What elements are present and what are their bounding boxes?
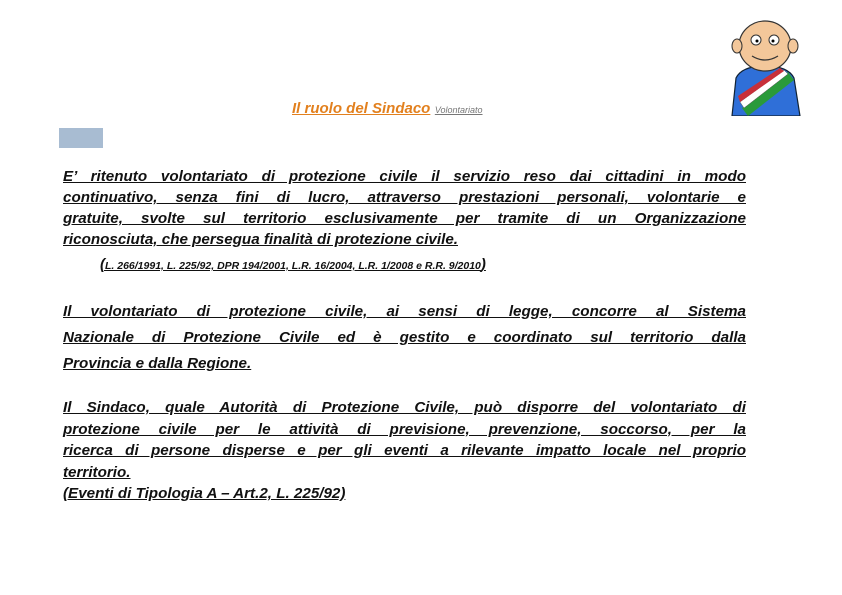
reference-text: L. 266/1991, L. 225/92, DPR 194/2001, L.R. 16/2004, L.R. 1/2008 e R.R. 9/2010 [105, 260, 481, 272]
text-line: E’ ritenuto volontariato di protezione civile il servizio reso dai cittadini in modo [63, 168, 746, 185]
title-main: Il ruolo del Sindaco [292, 100, 431, 117]
slide-title [292, 100, 483, 118]
decorative-box [59, 128, 103, 148]
mayor-cartoon-icon [722, 16, 808, 116]
paragraph-definition [63, 166, 746, 250]
text-line: Il Sindaco, quale Autorità di Protezione Civile, può disporre del volontariato di [63, 399, 746, 416]
footnote: (Eventi di Tipologia A – Art.2, L. 225/92) [63, 485, 346, 502]
text-line: Il volontariato di protezione civile, ai sensi di legge, concorre al Sistema [63, 303, 746, 320]
text-line: riconosciuta, che persegua finalità di protezione civile. [63, 231, 458, 248]
text-line: gratuite, svolte sul territorio esclusivamente per tramite di un Organizzazione [63, 210, 746, 227]
text-line: ricerca di persone disperse e per gli eventi a rilevante impatto locale nel proprio [63, 442, 746, 459]
text-line: protezione civile per le attività di previsione, prevenzione, soccorso, per la [63, 420, 746, 438]
text-line: Provincia e dalla Regione. [63, 355, 252, 372]
title-sub: Volontariato [434, 105, 483, 115]
paragraph-system [63, 299, 746, 377]
text-line: territorio. [63, 463, 131, 481]
paragraph-mayor [63, 397, 746, 483]
legal-reference [100, 256, 486, 273]
paren-close: ) [480, 256, 486, 273]
text-line: Nazionale di Protezione Civile ed è gestito e coordinato sul territorio dalla [63, 329, 746, 346]
paren-open: ( [100, 256, 105, 273]
text-line: continuativo, senza fini di lucro, attraverso prestazioni personali, volontarie e [63, 189, 746, 206]
